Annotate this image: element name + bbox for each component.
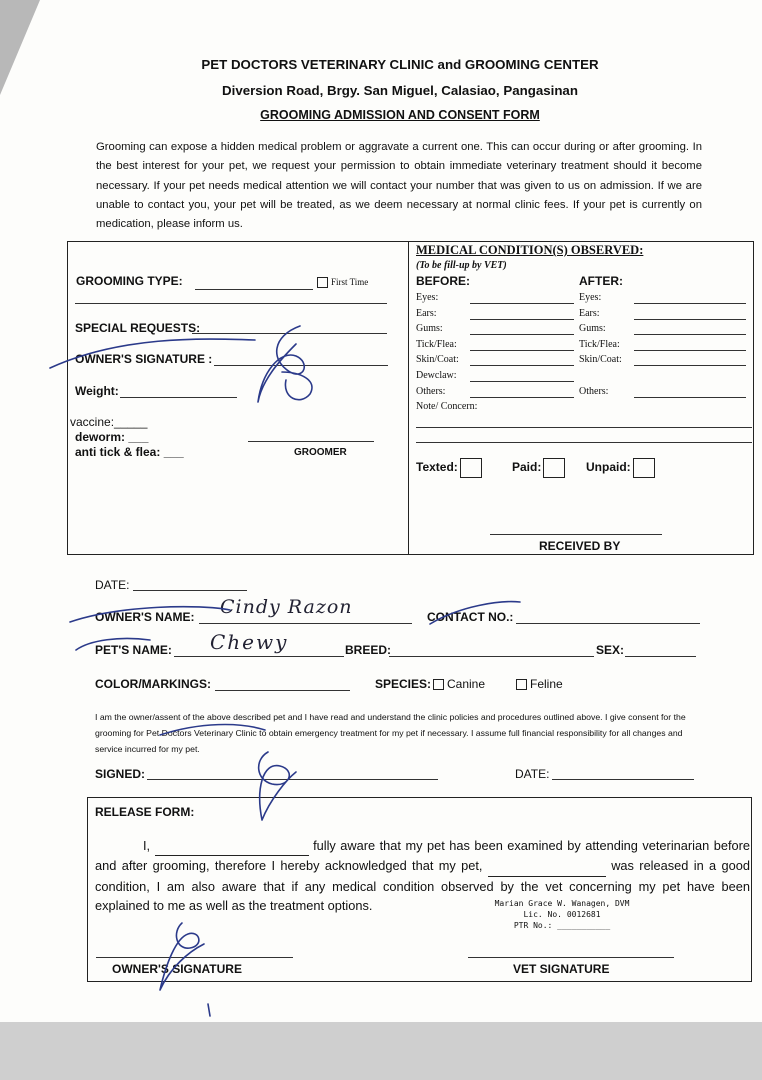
first-time-label: First Time [331,277,369,287]
owner-name-label: OWNER'S NAME: [95,610,195,624]
owner-signature-scribble [258,326,312,402]
weight-label: Weight: [75,384,119,398]
intro-paragraph: Grooming can expose a hidden medical problem or aggravate a current one. This can occur during or after grooming. In the best interest for your pet, we request your permission to obtain immediate veterinary treatment should it become necessary. If your pet needs medical attention we will contact your number that was given to us on admission. If we are unable to contact you, your pet will be treated, as we deem necessary at normal clinic fees. If your pet is currently on medication, please inform us. [96,141,702,231]
release-signature-scribble [160,923,204,990]
vet-signature-label: VET SIGNATURE [513,962,610,976]
release-text-2: fully aware that my pet has been examined by attending veterinarian before and after grooming, therefore I hereby acknowledged that my pet, [95,838,750,874]
texted-label: Texted: [416,460,458,475]
canine-label: Canine [447,677,486,691]
medical-title: MEDICAL CONDITION(S) OBSERVED: [416,243,644,257]
bottom-mark [208,1004,210,1016]
sex-label: SEX: [596,643,625,657]
release-text-1: I, [143,838,155,853]
vet-stamp-name: Marian Grace W. Wanagen, DVM [494,899,630,908]
deworm-field: deworm: ___ [75,430,149,444]
owner-signature-stroke [50,339,255,368]
before-field-label: Dewclaw: [416,370,457,381]
paid-label: Paid: [512,460,542,475]
before-field-label: Gums: [416,323,443,335]
signed-stroke [160,725,265,735]
owner-signature-label: OWNER'S SIGNATURE : [75,352,213,366]
vaccine-field: vaccine:_____ [70,415,148,429]
pet-name-strike [76,638,150,650]
release-owner-signature-label: OWNER'S SIGNATURE [112,962,242,976]
vet-stamp-ptr: PTR No.: ___________ [513,921,611,930]
release-text-3: was released in a good condition, I am also aware that if any medical condition observed by the vet concerning my pet have been explained to me as well as the treatment options. [95,858,750,914]
vaccine-label: vaccine: [70,415,115,429]
anti-tick-field: anti tick & flea: ___ [75,445,184,459]
clinic-address: Diversion Road, Brgy. San Miguel, Calasiao, Pangasinan [222,83,578,98]
signed-date-label: DATE: [515,767,550,781]
feline-label: Feline [530,677,563,691]
breed-label: BREED: [345,643,392,657]
signed-label: SIGNED: [95,767,146,781]
after-field-label: Eyes: [579,292,602,303]
vet-stamp-license: Lic. No. 0012681 [523,910,601,919]
after-field-label: Others: [579,385,609,397]
scan-background [0,1022,762,1080]
color-markings-label: COLOR/MARKINGS: [95,677,211,691]
deworm-label: deworm: [75,430,126,444]
before-field-label: Eyes: [416,292,439,303]
unpaid-label: Unpaid: [586,460,631,475]
before-field-label: Tick/Flea: [416,338,457,350]
contact-label: CONTACT NO.: [427,610,514,624]
pet-name-handwriting: Chewy [210,630,289,654]
before-label: BEFORE: [416,274,470,288]
clinic-name: PET DOCTORS VETERINARY CLINIC and GROOMING CENTER [201,57,599,72]
species-label: SPECIES: [375,677,432,691]
groomer-label: GROOMER [294,447,347,458]
before-field-label: Others: [416,385,446,397]
after-label: AFTER: [579,274,623,288]
anti-tick-label: anti tick & flea: [75,445,161,459]
special-requests-label: SPECIAL REQUESTS: [75,321,201,335]
owner-name-handwriting: Cindy Razon [220,596,353,618]
after-field-label: Tick/Flea: [579,338,620,350]
consent-paragraph: I am the owner/assent of the above described pet and I have read and understand the clinic policies and procedures outlined above. I give consent for the grooming for Pet Doctors Veterinary Clinic to obtain emergency treatment for my pet if necessary. I assume full financial responsibility for all changes and service incurred for my pet. [95,712,686,754]
received-by-label: RECEIVED BY [539,539,621,553]
signed-scribble [259,752,296,820]
contact-strike [430,602,520,624]
after-field-label: Ears: [579,307,600,319]
before-field-label: Skin/Coat: [416,354,459,366]
release-form-title: RELEASE FORM: [95,805,195,819]
before-field-label: Ears: [416,307,437,319]
pet-name-label: PET'S NAME: [95,643,172,657]
owner-name-strike [70,607,230,622]
form-title: GROOMING ADMISSION AND CONSENT FORM [260,108,540,122]
grooming-type-label: GROOMING TYPE: [76,274,183,288]
after-field-label: Gums: [579,323,606,335]
note-concern-label: Note/ Concern: [416,401,478,412]
medical-subtitle: (To be fill-up by VET) [416,260,507,271]
after-field-label: Skin/Coat: [579,354,622,366]
date-label: DATE: [95,578,130,592]
